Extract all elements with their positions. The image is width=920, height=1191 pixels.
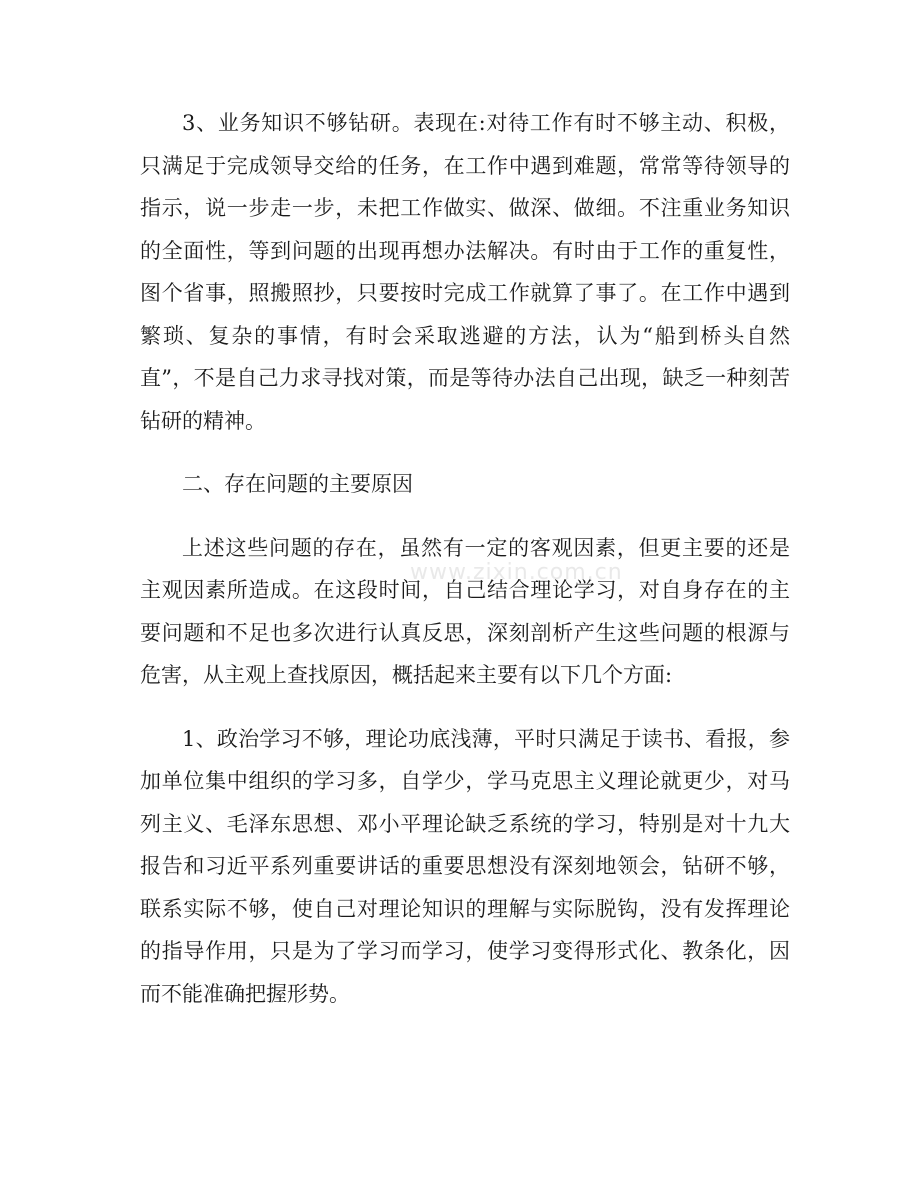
paragraph-gap bbox=[140, 506, 790, 527]
paragraph-political-study: 1、政治学习不够，理论功底浅薄，平时只满足于读书、看报，参加单位集中组织的学习多，自学少，学马克思主义理论就更少，对马列主义、毛泽东思想、邓小平理论缺乏系统的学习，特别是对十九大报告和习近平系列重要讲话的重要思想没有深刻地领会，钻研不够，联系实际不够，使自己对理论知识的理解与实际脱钩，没有发挥理论的指导作用，只是为了学习而学习，使学习变得形式化、教条化，因而不能准确把握形势。 bbox=[140, 726, 790, 1006]
paragraph-gap bbox=[140, 697, 790, 718]
paragraph-gap bbox=[140, 442, 790, 463]
document-body bbox=[140, 102, 790, 1015]
paragraph-causes-intro: 上述这些问题的存在，虽然有一定的客观因素，但更主要的还是主观因素所造成。在这段时间，自己结合理论学习，对自身存在的主要问题和不足也多次进行认真反思，深刻剖析产生这些问题的根源与危害，从主观上查找原因，概括起来主要有以下几个方面: bbox=[140, 535, 790, 687]
watermark: www.zixin.com.cn bbox=[410, 560, 623, 585]
paragraph-business-knowledge: 3、业务知识不够钻研。表现在:对待工作有时不够主动、积极，只满足于完成领导交给的任务，在工作中遇到难题，常常等待领导的指示，说一步走一步，未把工作做实、做深、做细。不注重业务知识的全面性，等到问题的出现再想办法解决。有时由于工作的重复性，图个省事，照搬照抄，只要按时完成工作就算了事了。在工作中遇到繁琐、复杂的事情，有时会采取逃避的方法，认为“船到桥头自然直”，不是自己力求寻找对策，而是等待办法自己出现，缺乏一种刻苦钻研的精神。 bbox=[140, 111, 790, 433]
section-heading-causes: 二、存在问题的主要原因 bbox=[182, 472, 413, 496]
